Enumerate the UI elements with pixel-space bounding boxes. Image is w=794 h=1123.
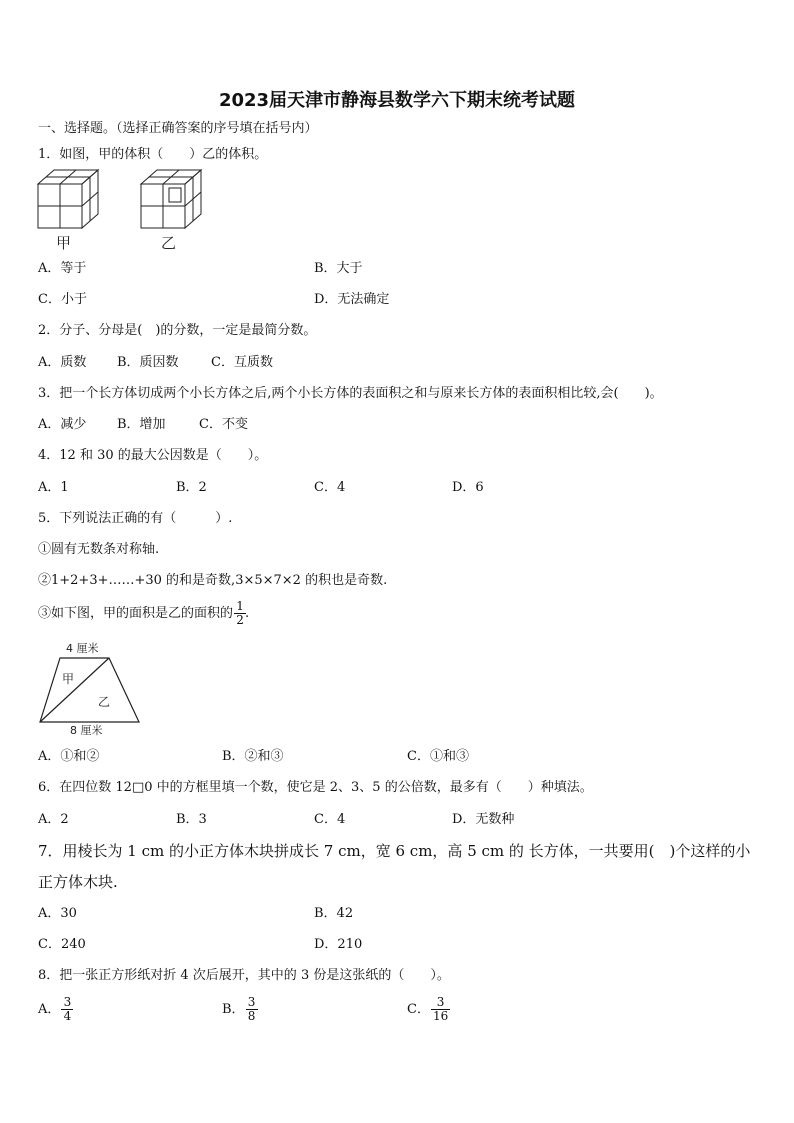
- label-4cm: 4 厘米: [66, 642, 99, 655]
- q2-option-a[interactable]: A．质数: [38, 355, 87, 370]
- q3-option-a[interactable]: A．减少: [38, 417, 87, 432]
- q5-statement-2: ②1+2+3+……+30 的和是奇数,3×5×7×2 的积也是奇数.: [38, 573, 388, 588]
- q5-trapezoid-figure: [36, 638, 148, 740]
- q4-option-c[interactable]: C．4: [314, 480, 346, 495]
- q2-option-c[interactable]: C．互质数: [211, 355, 273, 370]
- q2-option-b[interactable]: B．质因数: [117, 355, 179, 370]
- question-1-stem: 1．如图，甲的体积（ ）乙的体积。: [38, 147, 268, 162]
- q5-option-b[interactable]: B．②和③: [222, 749, 284, 764]
- q4-option-a[interactable]: A．1: [38, 480, 69, 495]
- q3-option-b[interactable]: B．增加: [117, 417, 166, 432]
- question-3-stem: 3．把一个长方体切成两个小长方体之后,两个小长方体的表面积之和与原来长方体的表面积相比较,会( )。: [38, 386, 663, 401]
- q5-option-a[interactable]: A．①和②: [38, 749, 100, 764]
- q7-option-c[interactable]: C．240: [38, 937, 86, 952]
- q4-option-b[interactable]: B．2: [176, 480, 207, 495]
- q8-option-b[interactable]: B． $\frac{3}{8}$: [222, 996, 257, 1023]
- q6-option-d[interactable]: D．无数种: [452, 812, 515, 827]
- q5-option-c[interactable]: C．①和③: [407, 749, 469, 764]
- cube-figure-yi: [141, 170, 201, 228]
- page-title: 2023届天津市静海县数学六下期末统考试题: [218, 90, 576, 111]
- q3-option-c[interactable]: C．不变: [199, 417, 248, 432]
- q7-option-b[interactable]: B．42: [314, 906, 354, 921]
- question-5-stem: 5．下列说法正确的有（ ）.: [38, 511, 233, 526]
- q6-option-c[interactable]: C．4: [314, 812, 346, 827]
- q8-option-a[interactable]: A． $\frac{3}{4}$: [38, 996, 72, 1023]
- fraction-3-16: $\frac{3}{16}$: [432, 995, 449, 1023]
- q1-cube-figures: [36, 168, 216, 254]
- label-jia-area: 甲: [62, 672, 75, 686]
- q5-statement-3: ③如下图，甲的面积是乙的面积的 $\frac{1}{2}$ .: [38, 599, 250, 627]
- q1-option-d[interactable]: D．无法确定: [314, 292, 390, 307]
- q4-option-d[interactable]: D．6: [452, 480, 484, 495]
- q6-option-b[interactable]: B．3: [176, 812, 207, 827]
- fraction-3-8: $\frac{3}{8}$: [247, 996, 257, 1023]
- question-7-line-2: 正方体木块.: [38, 873, 118, 891]
- question-8-stem: 8．把一张正方形纸对折 4 次后展开，其中的 3 份是这张纸的（ ）。: [38, 968, 450, 983]
- label-8cm: 8 厘米: [70, 724, 103, 737]
- q1-option-a[interactable]: A．等于: [38, 261, 87, 276]
- question-2-stem: 2．分子、分母是( )的分数，一定是最简分数。: [38, 323, 317, 338]
- cube-figure-jia: [38, 170, 98, 228]
- label-yi: 乙: [161, 234, 177, 252]
- fraction-3-4: $\frac{3}{4}$: [62, 996, 72, 1023]
- q6-option-a[interactable]: A．2: [38, 812, 69, 827]
- question-4-stem: 4．12 和 30 的最大公因数是（ ）。: [38, 448, 268, 463]
- q1-option-c[interactable]: C．小于: [38, 292, 87, 307]
- q7-option-a[interactable]: A．30: [38, 906, 77, 921]
- q1-option-b[interactable]: B．大于: [314, 261, 363, 276]
- label-jia: 甲: [56, 234, 72, 252]
- question-7-line-1: 7．用棱长为 1 cm 的小正方体木块拼成长 7 cm，宽 6 cm，高 5 cm 的 长方体，一共要用( )个这样的小: [38, 842, 751, 860]
- question-6-stem: 6．在四位数 12□0 中的方框里填一个数，使它是 2、3、5 的公倍数，最多有（ ）种填法。: [38, 780, 593, 795]
- fraction-one-half: $\frac{1}{2}$: [235, 600, 245, 627]
- q7-option-d[interactable]: D．210: [314, 937, 363, 952]
- section-heading: 一、选择题。（选择正确答案的序号填在括号内）: [38, 121, 318, 136]
- label-yi-area: 乙: [98, 695, 111, 709]
- q8-option-c[interactable]: C． $\frac{3}{16}$: [407, 995, 449, 1023]
- q5-statement-1: ①圆有无数条对称轴.: [38, 542, 160, 557]
